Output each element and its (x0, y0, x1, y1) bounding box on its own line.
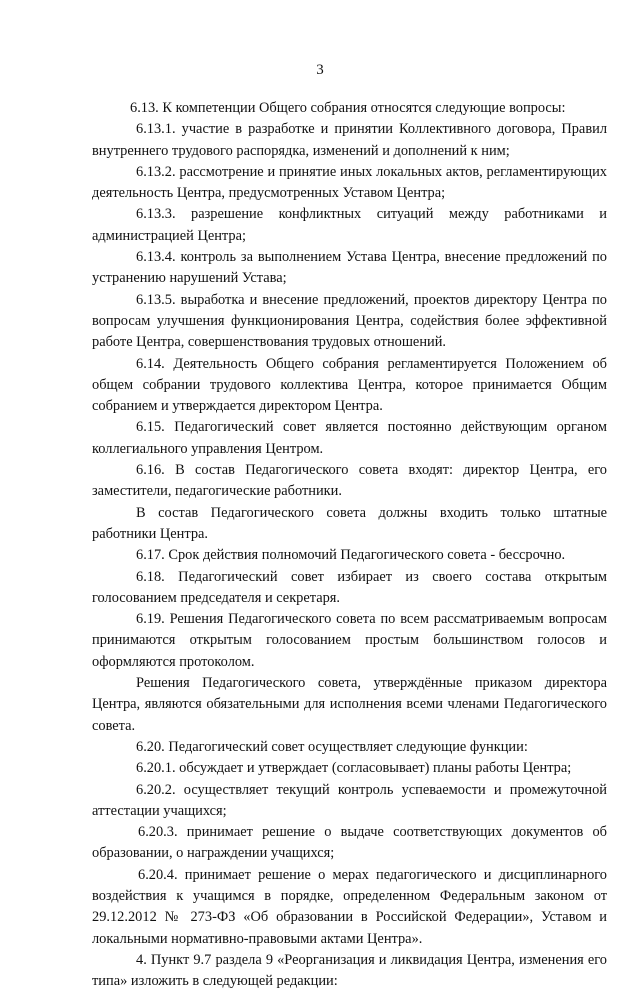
paragraph-6-13-3: 6.13.3. разрешение конфликтных ситуаций между работниками и администрацией Центра; (92, 206, 607, 244)
paragraph-6-13-5: 6.13.5. выработка и внесение предложений, проектов директору Центра по вопросам улучшения функционирования Центра, содействия более эффективной работе Центра, совершенствования трудовых отношений. (92, 291, 607, 351)
document-body (92, 98, 607, 992)
paragraph-6-14: 6.14. Деятельность Общего собрания регламентируется Положением об общем собрании трудового коллектива Центра, которое принимается Общим собранием и утверждается директором Центра. (92, 355, 607, 415)
paragraph-6-13-4: 6.13.4. контроль за выполнением Устава Центра, внесение предложений по устранению нарушений Устава; (92, 249, 607, 287)
paragraph-6-13: 6.13. К компетенции Общего собрания относятся следующие вопросы: (130, 100, 566, 116)
paragraph-item-4: 4. Пункт 9.7 раздела 9 «Реорганизация и ликвидация Центра, изменения его типа» изложить в следующей редакции: (92, 951, 607, 990)
page-number: 3 (316, 62, 324, 78)
paragraph-6-20: 6.20. Педагогический совет осуществляет следующие функции: (136, 738, 528, 755)
paragraph-6-20-1: 6.20.1. обсуждает и утверждает (согласовывает) планы работы Центра; (136, 760, 572, 777)
paragraph-decisions-binding: Решения Педагогического совета, утверждённые приказом директора Центра, являются обязательными для исполнения всеми членами Педагогического совета. (92, 675, 607, 734)
paragraph-6-19: 6.19. Решения Педагогического совета по всем рассматриваемым вопросам принимаются открытым голосованием простым большинством голосов и оформляются протоколом. (92, 611, 607, 670)
paragraph-staff-only: В состав Педагогического совета должны входить только штатные работники Центра. (92, 504, 607, 542)
paragraph-6-20-3: 6.20.3. принимает решение о выдаче соответствующих документов об образовании, о награждении учащихся; (92, 824, 607, 862)
paragraph-6-18: 6.18. Педагогический совет избирает из своего состава открытым голосованием председателя и секретаря. (92, 568, 607, 606)
paragraph-6-17: 6.17. Срок действия полномочий Педагогического совета - бессрочно. (136, 547, 566, 564)
paragraph-6-15: 6.15. Педагогический совет является постоянно действующим органом коллегиального управления Центром. (92, 419, 607, 457)
paragraph-6-16: 6.16. В состав Педагогического совета входят: директор Центра, его заместители, педагогические работники. (92, 462, 607, 500)
paragraph-6-13-2: 6.13.2. рассмотрение и принятие иных локальных актов, регламентирующих деятельность Центра, предусмотренных Уставом Центра; (92, 163, 607, 202)
paragraph-6-20-4: 6.20.4. принимает решение о мерах педагогического и дисциплинарного воздействия к учащимся в порядке, определенном Федеральным законом от 29.12.2012 № 273-ФЗ «Об образовании в Российской Федерации», Уставом и локальными нормативно-правовыми актами Центра». (92, 866, 607, 947)
paragraph-6-13-1: 6.13.1. участие в разработке и принятии Коллективного договора, Правил внутреннего трудового распорядка, изменений и дополнений к ним; (92, 121, 607, 159)
paragraph-6-20-2: 6.20.2. осуществляет текущий контроль успеваемости и промежуточной аттестации учащихся; (92, 781, 607, 819)
